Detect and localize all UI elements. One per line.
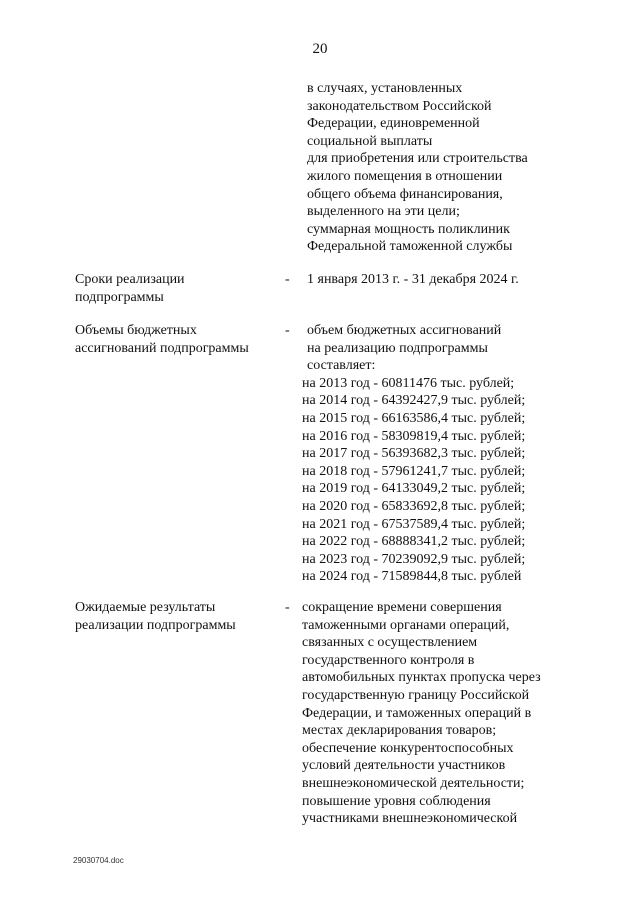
- text-line: законодательством Российской: [307, 98, 492, 114]
- page-number: 20: [312, 41, 328, 57]
- value-line: местах декларирования товаров;: [302, 723, 497, 739]
- label-line: подпрограммы: [75, 289, 164, 305]
- value-line: таможенными органами операций,: [302, 617, 510, 633]
- label-line: реализации подпрограммы: [75, 617, 236, 633]
- text-line: социальной выплаты: [307, 133, 433, 149]
- intro-text: [307, 80, 528, 256]
- value-line: на 2020 год - 65833692,8 тыс. рублей;: [302, 498, 526, 514]
- text-line: в случаях, установленных: [307, 81, 463, 96]
- value-line: на 2013 год - 60811476 тыс. рублей;: [302, 375, 515, 391]
- section-value: [307, 271, 519, 289]
- value-line: на 2022 год - 68888341,2 тыс. рублей;: [302, 534, 526, 550]
- value-line: Федерации, и таможенных операций в: [302, 705, 532, 721]
- document-filename: 29030704.doc: [73, 856, 124, 865]
- value-line: составляет:: [307, 358, 376, 374]
- dash-separator: -: [285, 323, 290, 338]
- value-line: участниками внешнеэкономической: [302, 811, 518, 827]
- value-line: на 2023 год - 70239092,9 тыс. рублей;: [302, 551, 526, 567]
- value-line: на 2016 год - 58309819,4 тыс. рублей;: [302, 428, 526, 444]
- value-line: государственного контроля в: [302, 652, 475, 668]
- value-line: на 2014 год - 64392427,9 тыс. рублей;: [302, 393, 526, 409]
- value-line: внешнеэкономической деятельности;: [302, 775, 525, 791]
- value-line: обеспечение конкурентоспособных: [302, 740, 514, 756]
- label-line: Ожидаемые результаты: [75, 600, 216, 615]
- text-line: жилого помещения в отношении: [307, 168, 503, 184]
- dash-separator: -: [285, 272, 290, 287]
- section-label: [75, 599, 236, 634]
- dash-separator: -: [285, 600, 290, 615]
- value-line: государственную границу Российской: [302, 687, 530, 703]
- text-line: Федерации, единовременной: [307, 116, 480, 132]
- value-line: сокращение времени совершения: [302, 600, 502, 615]
- value-line: объем бюджетных ассигнований: [307, 323, 502, 338]
- label-line: Объемы бюджетных: [75, 323, 197, 338]
- text-line: Федеральной таможенной службы: [307, 239, 513, 255]
- label-line: ассигнований подпрограммы: [75, 340, 249, 356]
- section-label: [75, 271, 185, 306]
- value-line: на 2015 год - 66163586,4 тыс. рублей;: [302, 410, 526, 426]
- text-line: для приобретения или строительства: [307, 151, 528, 167]
- value-line: на 2019 год - 64133049,2 тыс. рублей;: [302, 481, 526, 497]
- section-value: [302, 322, 525, 586]
- value-line: на реализацию подпрограммы: [307, 340, 488, 356]
- value-line: на 2018 год - 57961241,7 тыс. рублей;: [302, 463, 526, 479]
- text-line: суммарная мощность поликлиник: [307, 221, 510, 237]
- label-line: Сроки реализации: [75, 272, 185, 287]
- text-line: общего объема финансирования,: [307, 186, 503, 202]
- value-line: на 2017 год - 56393682,3 тыс. рублей;: [302, 446, 526, 462]
- text-line: выделенного на эти цели;: [307, 204, 460, 220]
- value-line: на 2021 год - 67537589,4 тыс. рублей;: [302, 516, 526, 532]
- value-line: условий деятельности участников: [302, 758, 506, 774]
- value-line: 1 января 2013 г. - 31 декабря 2024 г.: [307, 272, 519, 287]
- value-line: повышение уровня соблюдения: [302, 793, 491, 809]
- section-value: [302, 599, 541, 828]
- value-line: автомобильных пунктах пропуска через: [302, 670, 541, 686]
- value-line: на 2024 год - 71589844,8 тыс. рублей: [302, 569, 522, 585]
- section-label: [75, 322, 249, 357]
- value-line: связанных с осуществлением: [302, 635, 478, 651]
